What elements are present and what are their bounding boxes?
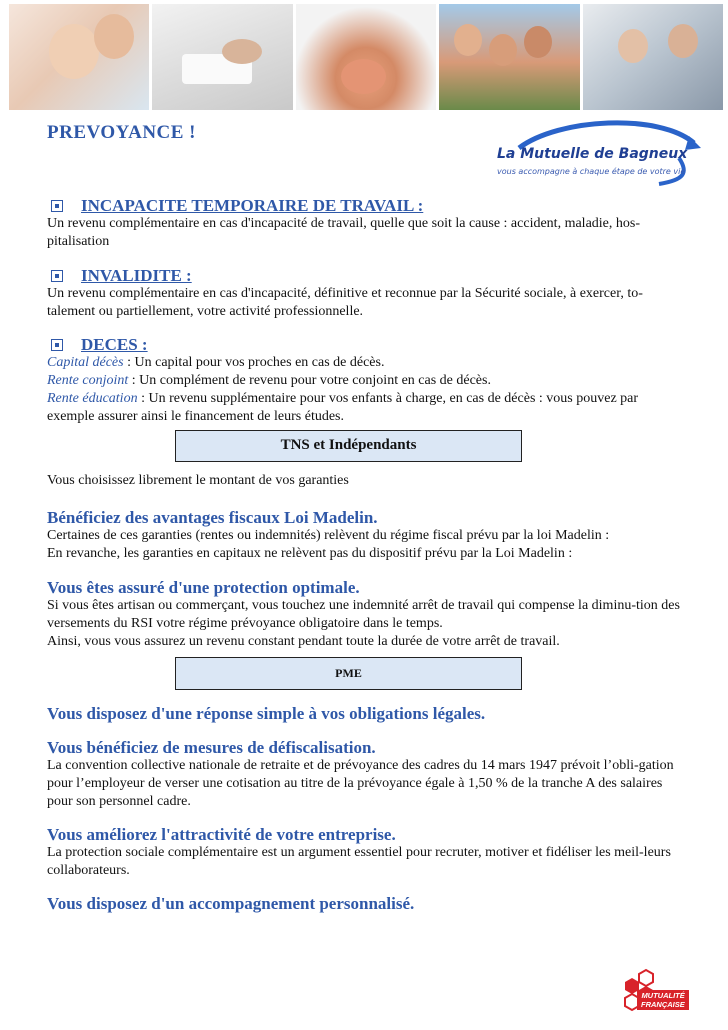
tns-protection-text: Si vous êtes artisan ou commerçant, vous touchez une indemnité arrêt de travail qui compense la diminu-tion des versements du RSI votre régime prévoyance obligatoire dans le temps. Ainsi, vous vous assurez un revenu constant pendant toute la durée de votre arrêt de travail. (47, 598, 680, 649)
section-deces-list (47, 354, 682, 426)
pme-heading-obligations: Vous disposez d'une réponse simple à vos obligations légales. (47, 704, 486, 723)
pme-heading-accompagnement: Vous disposez d'un accompagnement personnalisé. (47, 894, 415, 913)
tns-madelin-text: Certaines de ces garanties (rentes ou indemnités) relèvent du régime fiscal prévu par la loi Madelin : En revanche, les garanties en capitaux ne relèvent pas du dispositif prévu par la Loi Madelin : (47, 528, 610, 561)
mutualite-line1: MUTUALITÉ (641, 991, 685, 1000)
tns-heading-madelin: Bénéficiez des avantages fiscaux Loi Madelin. (47, 508, 378, 527)
header-photo-banner (9, 4, 723, 110)
tns-intro: Vous choisissez librement le montant de vos garanties (47, 473, 349, 488)
photo-signing-document (152, 4, 292, 110)
photo-mother-baby (9, 4, 149, 110)
logo-tagline: vous accompagne à chaque étape de votre vie (497, 167, 686, 176)
mutuelle-bagneux-logo (489, 118, 704, 188)
photo-business-people (583, 4, 723, 110)
mutualite-line2: FRANÇAISE (641, 1000, 685, 1009)
square-bullet-icon (51, 270, 63, 282)
mutualite-francaise-logo (619, 962, 699, 1022)
page-title: PREVOYANCE ! (47, 122, 197, 143)
tns-band: TNS et Indépendants (175, 430, 522, 462)
list-item: Rente éducation : Un revenu supplémentaire pour vos enfants à charge, en cas de décès : vous pouvez par exemple assurer ainsi le financement de leurs études. (47, 391, 639, 424)
section-incapacite-text: Un revenu complémentaire en cas d'incapacité de travail, quelle que soit la cause : accident, maladie, hos-pitalisation (47, 216, 640, 249)
tns-heading-protection: Vous êtes assuré d'une protection optimale. (47, 578, 360, 597)
photo-family-group (439, 4, 579, 110)
list-item: Rente conjoint : Un complément de revenu pour votre conjoint en cas de décès. (47, 373, 491, 388)
pme-heading-defiscalisation: Vous bénéficiez de mesures de défiscalisation. (47, 738, 376, 757)
square-bullet-icon (51, 200, 63, 212)
logo-name: La Mutuelle de Bagneux (497, 146, 688, 162)
pme-heading-attractivite: Vous améliorez l'attractivité de votre entreprise. (47, 825, 396, 844)
section-invalidite-heading: INVALIDITE : (47, 266, 192, 286)
section-deces-heading: DECES : (47, 335, 148, 355)
list-item: Capital décès : Un capital pour vos proches en cas de décès. (47, 355, 385, 370)
section-incapacite-heading: INCAPACITE TEMPORAIRE DE TRAVAIL : (47, 196, 423, 216)
section-invalidite-text: Un revenu complémentaire en cas d'incapacité, définitive et reconnue par la Sécurité sociale, à exercer, to-talement ou partiellement, votre activité professionnelle. (47, 286, 643, 319)
photo-hands (296, 4, 436, 110)
pme-band: PME (175, 657, 522, 690)
pme-defiscalisation-text: La convention collective nationale de retraite et de prévoyance des cadres du 14 mars 1947 prévoit l’obli-gation pour l’employeur de verser une cotisation au titre de la prévoyance égale à 1,50 % de la tranche A des salaires pour son personnel cadre. (47, 758, 674, 809)
square-bullet-icon (51, 339, 63, 351)
pme-attractivite-text: La protection sociale complémentaire est un argument essentiel pour recruter, motiver et fidéliser les meil-leurs collaborateurs. (47, 845, 671, 878)
